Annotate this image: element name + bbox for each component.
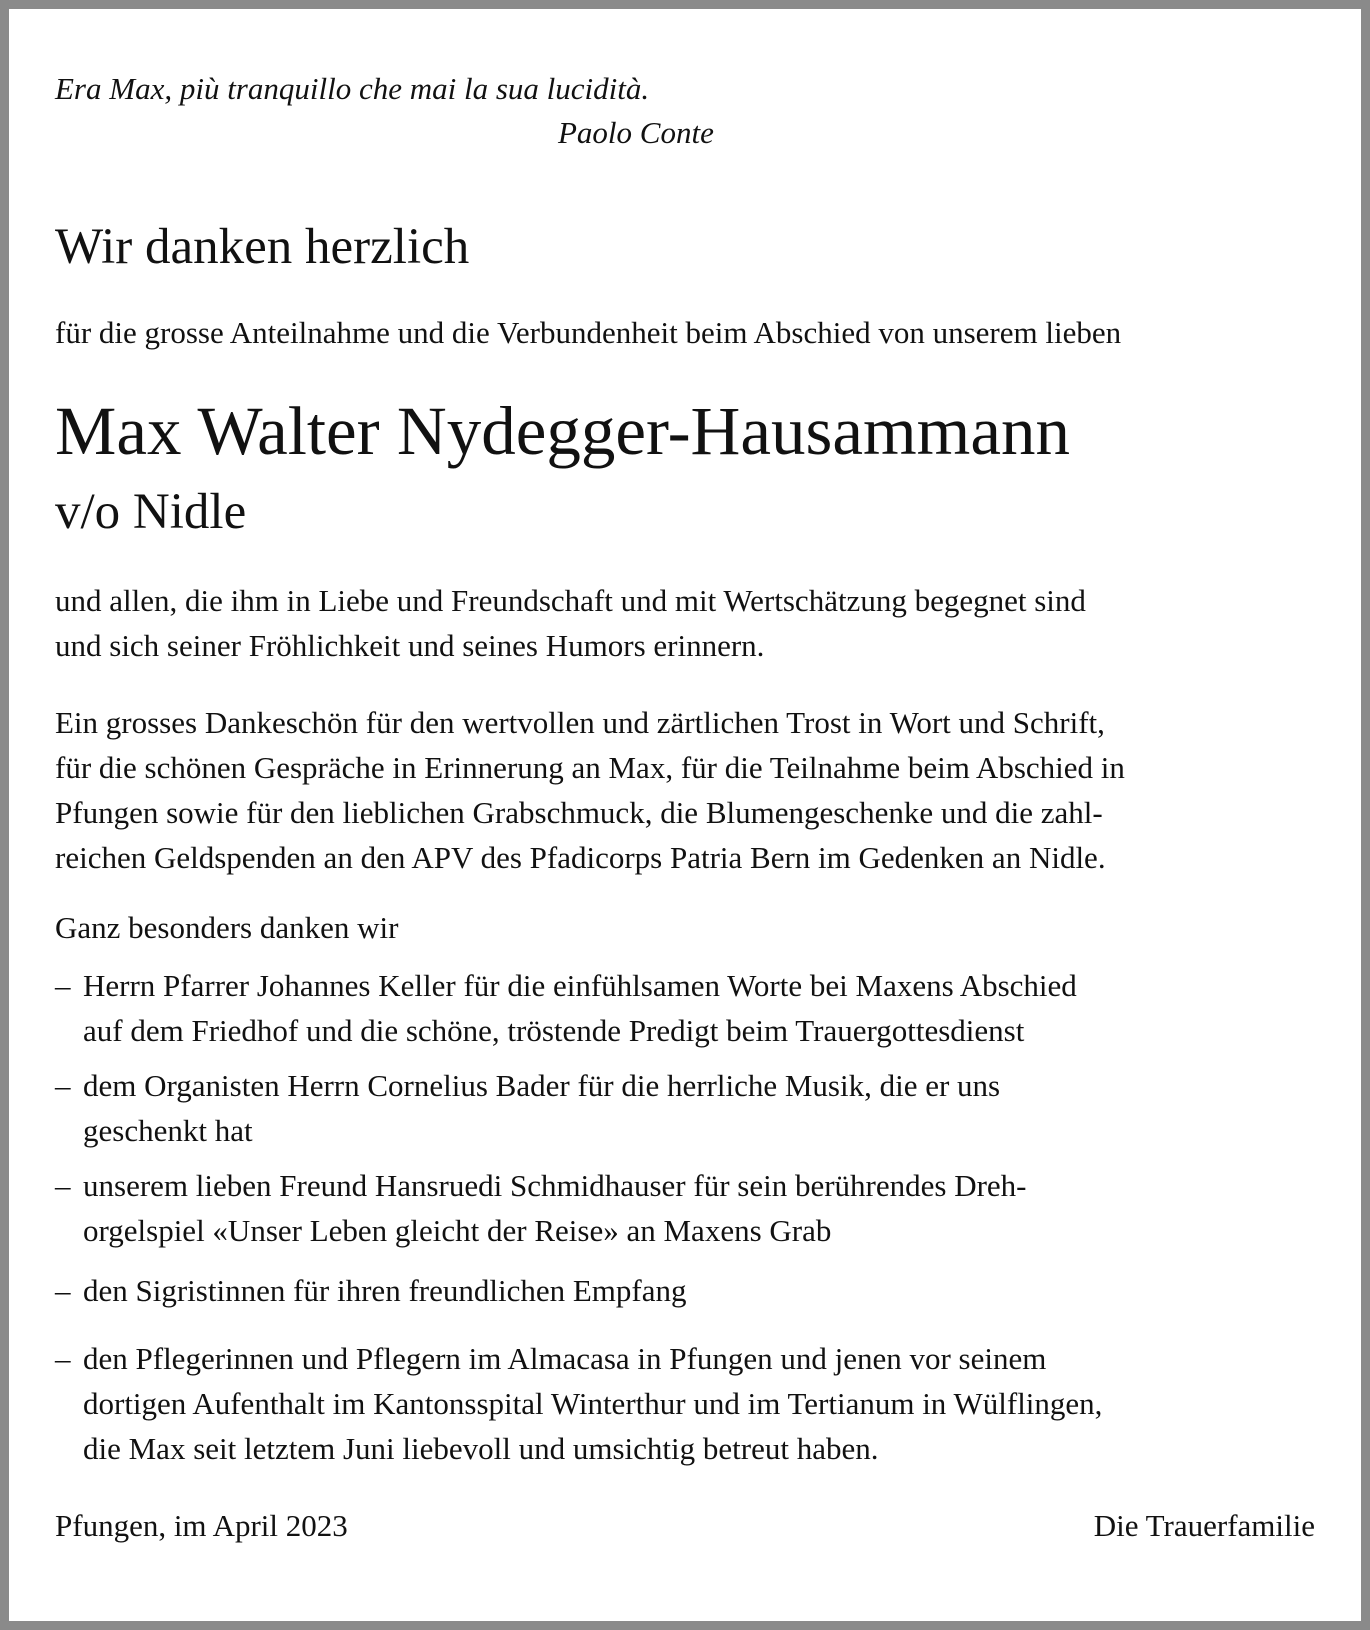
paragraph1-line: und allen, die ihm in Liebe und Freundschaft und mit Wertschätzung begegnet sind [55, 583, 1086, 618]
special-intro: Ganz besonders danken wir [55, 910, 399, 945]
paragraph2-line: für die schönen Gespräche in Erinnerung an Max, für die Teilnahme beim Abschied in [55, 750, 1125, 785]
thanks-item-line: orgelspiel «Unser Leben gleicht der Reise» an Maxens Grab [83, 1213, 832, 1248]
deceased-name: Max Walter Nydegger-Hausammann [55, 393, 1070, 469]
quote-author: Paolo Conte [558, 115, 714, 150]
list-dash: – [55, 1341, 71, 1376]
thanks-item-line: unserem lieben Freund Hansruedi Schmidhauser für sein berührendes Dreh- [83, 1168, 1027, 1203]
list-dash: – [55, 1068, 71, 1103]
list-dash: – [55, 1168, 71, 1203]
thanks-item-line: geschenkt hat [83, 1113, 253, 1148]
thanks-item-line: den Sigristinnen für ihren freundlichen Empfang [83, 1273, 687, 1308]
thanks-item-line: dem Organisten Herrn Cornelius Bader für die herrliche Musik, die er uns [83, 1068, 1001, 1103]
heading: Wir danken herzlich [55, 219, 470, 275]
paragraph2-line: Ein grosses Dankeschön für den wertvollen und zärtlichen Trost in Wort und Schrift, [55, 705, 1105, 740]
list-dash: – [55, 1273, 71, 1308]
quote-text: Era Max, più tranquillo che mai la sua lucidità. [55, 71, 650, 106]
place-date: Pfungen, im April 2023 [55, 1508, 348, 1543]
thanks-item-line: die Max seit letztem Juni liebevoll und umsichtig betreut haben. [83, 1431, 879, 1466]
deceased-nickname: v/o Nidle [55, 484, 247, 540]
thanks-item-line: den Pflegerinnen und Pflegern im Almacasa in Pfungen und jenen vor seinem [83, 1341, 1047, 1376]
thanks-item-line: dortigen Aufenthalt im Kantonsspital Winterthur und im Tertianum in Wülflingen, [83, 1386, 1103, 1421]
paragraph2-line: reichen Geldspenden an den APV des Pfadicorps Patria Bern im Gedenken an Nidle. [55, 840, 1106, 875]
thanks-item-line: Herrn Pfarrer Johannes Keller für die einfühlsamen Worte bei Maxens Abschied [83, 968, 1077, 1003]
paragraph2-line: Pfungen sowie für den lieblichen Grabschmuck, die Blumengeschenke und die zahl- [55, 795, 1103, 830]
signature: Die Trauerfamilie [1093, 1508, 1315, 1543]
intro-text: für die grosse Anteilnahme und die Verbundenheit beim Abschied von unserem lieben [55, 315, 1122, 350]
paragraph1-line: und sich seiner Fröhlichkeit und seines Humors erinnern. [55, 628, 765, 663]
thanks-item-line: auf dem Friedhof und die schöne, tröstende Predigt beim Trauergottesdienst [83, 1013, 1025, 1048]
list-dash: – [55, 968, 71, 1003]
